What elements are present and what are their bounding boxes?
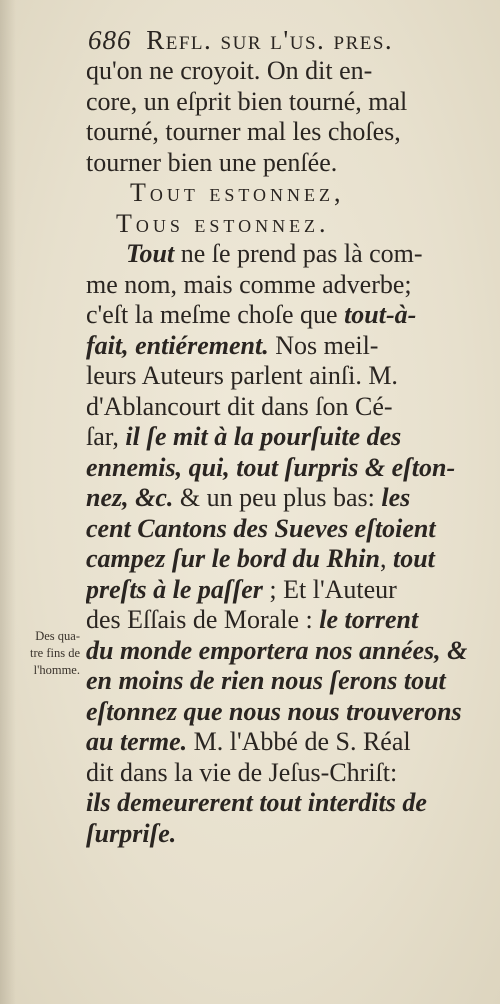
italic-text: le torrent (319, 605, 419, 634)
page-header (88, 20, 468, 60)
italic-text: les (381, 483, 411, 512)
text-line (86, 544, 470, 575)
italic-text: preſts à le paſſer (86, 574, 263, 604)
text-line (86, 483, 470, 514)
italic-text: tout (393, 544, 435, 573)
page-number: 686 (88, 25, 132, 55)
roman-text: ; Et l'Auteur (262, 574, 397, 604)
text-line: d'Ablancourt dit dans ſon Cé- (86, 391, 393, 421)
text-line: du monde emportera nos années, & (86, 635, 468, 665)
text-line (86, 300, 470, 331)
margin-note-line: Des qua- (35, 629, 80, 643)
text-line: tourné, tourner mal les choſes, (86, 117, 401, 146)
entry-heading: Tout estonnez, (130, 178, 345, 207)
roman-text: & un peu plus bas: (173, 483, 382, 512)
italic-text: Tout (126, 239, 175, 268)
text-line: eſtonnez que nous nous trouverons (86, 696, 462, 726)
margin-note-line: tre fins de (30, 646, 80, 660)
text-line (86, 422, 470, 453)
italic-text: campez ſur le bord du Rhin (86, 544, 380, 573)
text-line: ils demeurerent tout interdits de (86, 788, 427, 817)
text-line: en moins de rien nous ſerons tout (86, 666, 446, 695)
roman-text: M. l'Abbé de S. Réal (187, 727, 411, 756)
roman-text: ne ſe prend pas là com- (174, 239, 423, 268)
text-line (86, 727, 470, 758)
text-line (86, 605, 470, 636)
text-line: ſurpriſe. (86, 818, 177, 848)
italic-text: nez, &c. (86, 483, 174, 512)
gutter-shadow (0, 0, 16, 1004)
text-line (86, 575, 470, 606)
entry-heading: Tous estonnez. (116, 208, 330, 238)
text-line: ennemis, qui, tout ſurpris & eſton- (86, 452, 456, 482)
text-line: dit dans la vie de Jeſus-Chriſt: (86, 757, 398, 787)
roman-text: , (380, 544, 393, 573)
roman-text: ſar, (86, 422, 126, 451)
roman-text: c'eſt la meſme choſe que (86, 300, 345, 329)
margin-note (2, 628, 80, 679)
running-head: Refl. sur l'us. pres. (146, 25, 394, 55)
roman-text: Nos meil- (268, 330, 379, 360)
italic-text: tout-à- (344, 300, 417, 329)
italic-text: il ſe mit à la pourſuite des (125, 422, 402, 451)
text-line: tourner bien une penſée. (86, 147, 338, 177)
margin-note-line: l'homme. (33, 663, 80, 677)
body-text (86, 56, 470, 849)
text-line (86, 331, 470, 362)
roman-text: des Eſſais de Morale : (86, 605, 320, 634)
italic-text: fait, entiérement. (86, 330, 269, 360)
text-line: core, un eſprit bien tourné, mal (86, 86, 408, 116)
italic-text: au terme. (86, 727, 188, 756)
text-line: me nom, mais comme adverbe; (86, 269, 412, 299)
text-line: leurs Auteurs parlent ainſi. M. (86, 361, 398, 390)
text-line: cent Cantons des Sueves eſtoient (86, 513, 436, 543)
text-line: qu'on ne croyoit. On dit en- (86, 56, 373, 85)
text-line (86, 239, 470, 270)
